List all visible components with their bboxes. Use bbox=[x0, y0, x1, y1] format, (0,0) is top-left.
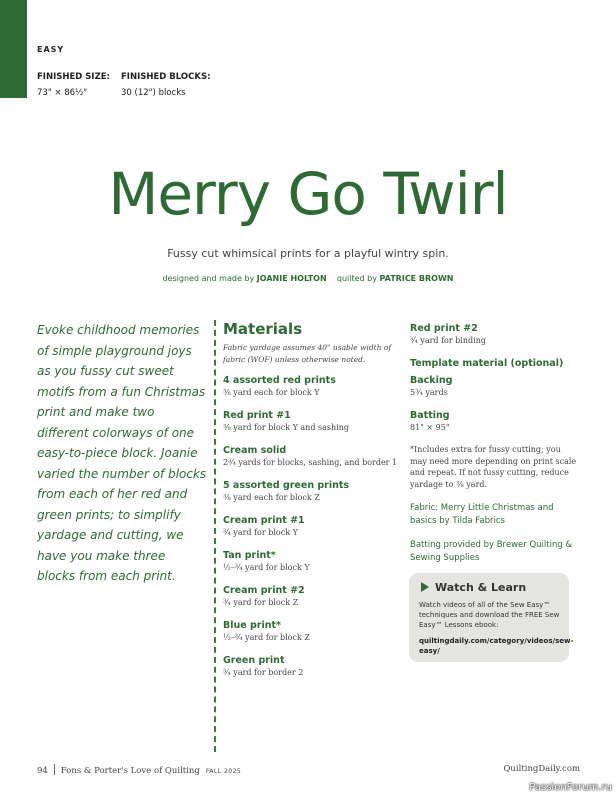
material-item bbox=[410, 409, 580, 434]
page-number: 94 bbox=[37, 766, 48, 776]
material-yardage: ½–¾ yard for block Z bbox=[223, 633, 310, 642]
material-yardage: ¾ yard for block Z bbox=[223, 598, 299, 607]
watch-learn-link[interactable]: quiltingdaily.com/category/videos/sew-easy/ bbox=[419, 637, 574, 655]
watch-learn-heading bbox=[421, 581, 526, 594]
material-name: Red print #2 bbox=[410, 323, 478, 334]
materials-note: Fabric yardage assumes 40" usable width of fabric (WOF) unless otherwise noted. bbox=[223, 343, 392, 364]
material-item bbox=[223, 584, 398, 609]
material-item bbox=[223, 409, 398, 434]
watch-learn-text: Watch videos of all of the Sew Easy™ techniques and download the FREE Sew Easy™ Lessons ebook: bbox=[419, 601, 560, 629]
batting-note: Batting provided by Brewer Quilting & Sewing Supplies bbox=[410, 540, 573, 563]
material-yardage: 81" × 95" bbox=[410, 423, 450, 432]
material-name: Blue print* bbox=[223, 620, 282, 631]
site-name: QuiltingDaily.com bbox=[503, 764, 580, 774]
material-item bbox=[410, 374, 580, 399]
footer-separator bbox=[54, 764, 55, 775]
material-item bbox=[223, 654, 398, 679]
magazine-name: Fons & Porter's Love of Quilting bbox=[60, 766, 200, 776]
footer-left bbox=[37, 764, 241, 776]
material-yardage: ¾ yard for block Y bbox=[223, 528, 298, 537]
pattern-subtitle: Fussy cut whimsical prints for a playful wintry spin. bbox=[167, 247, 449, 260]
intro-text: Evoke childhood memories of simple playground joys as you fussy cut sweet motifs from a fun Christmas print and make two different colorways of one easy-to-piece block. Joanie varied the number of blocks from each of her red and green prints; to simplify yardage and cutting, we have you make three blocks from each print. bbox=[37, 323, 207, 583]
material-name: 4 assorted red prints bbox=[223, 375, 336, 386]
issue-season: FALL 2025 bbox=[205, 768, 242, 775]
material-item bbox=[223, 374, 398, 399]
quilted-prefix: quilted by bbox=[336, 274, 377, 283]
material-item bbox=[410, 357, 580, 370]
finished-size-label: FINISHED SIZE: bbox=[37, 72, 110, 82]
watermark: PassionForum.ru bbox=[529, 782, 612, 793]
column-divider bbox=[214, 320, 216, 752]
material-yardage: ¾ yard for border 2 bbox=[223, 668, 304, 677]
material-yardage: ⅜ yard each for block Y bbox=[223, 388, 320, 397]
material-yardage: ¾ yard for binding bbox=[410, 336, 487, 345]
material-name: Tan print* bbox=[223, 550, 276, 561]
yardage-footnote: *Includes extra for fussy cutting; you may need more depending on print scale and repeat. If not fussy cutting, reduce yardage to ⅜ yard. bbox=[410, 445, 577, 489]
material-item bbox=[223, 479, 398, 504]
material-item bbox=[223, 549, 398, 574]
material-name: Cream print #2 bbox=[223, 585, 305, 596]
materials-column bbox=[223, 320, 398, 689]
material-name: Batting bbox=[410, 410, 450, 421]
section-tab bbox=[0, 0, 27, 98]
material-item bbox=[223, 444, 398, 469]
fabric-note: Fabric: Merry Little Christmas and basics by Tilda Fabrics bbox=[410, 503, 554, 526]
material-yardage: 5¾ yards bbox=[410, 388, 448, 397]
watch-learn-box bbox=[409, 573, 574, 662]
material-name: Backing bbox=[410, 375, 453, 386]
pattern-title: Merry Go Twirl bbox=[108, 160, 508, 228]
material-yardage: ⅜ yard for block Y and sashing bbox=[223, 423, 349, 432]
material-yardage: ⅜ yard each for block Z bbox=[223, 493, 320, 502]
material-yardage: 2¾ yards for blocks, sashing, and border 1 bbox=[223, 458, 398, 467]
material-item bbox=[223, 619, 398, 644]
finished-blocks-value: 30 (12") blocks bbox=[121, 88, 186, 98]
quilter-name: PATRICE BROWN bbox=[379, 274, 454, 283]
skill-level: EASY bbox=[37, 45, 65, 54]
credits bbox=[0, 274, 616, 283]
material-name: Red print #1 bbox=[223, 410, 291, 421]
finished-blocks-label: FINISHED BLOCKS: bbox=[121, 72, 211, 82]
material-item bbox=[410, 322, 580, 347]
play-icon bbox=[421, 582, 429, 592]
materials-column-2 bbox=[410, 322, 580, 576]
materials-heading: Materials bbox=[223, 320, 303, 338]
material-name: Green print bbox=[223, 655, 285, 666]
designer-name: JOANIE HOLTON bbox=[256, 274, 327, 283]
material-name: Cream print #1 bbox=[223, 515, 305, 526]
material-yardage: ½–¾ yard for block Y bbox=[223, 563, 310, 572]
material-item bbox=[223, 514, 398, 539]
watch-learn-title: Watch & Learn bbox=[435, 581, 527, 594]
material-name: Template material (optional) bbox=[410, 358, 564, 369]
finished-size-value: 73" × 86½" bbox=[37, 88, 88, 98]
material-name: 5 assorted green prints bbox=[223, 480, 350, 491]
material-name: Cream solid bbox=[223, 445, 287, 456]
designed-prefix: designed and made by bbox=[162, 274, 255, 283]
